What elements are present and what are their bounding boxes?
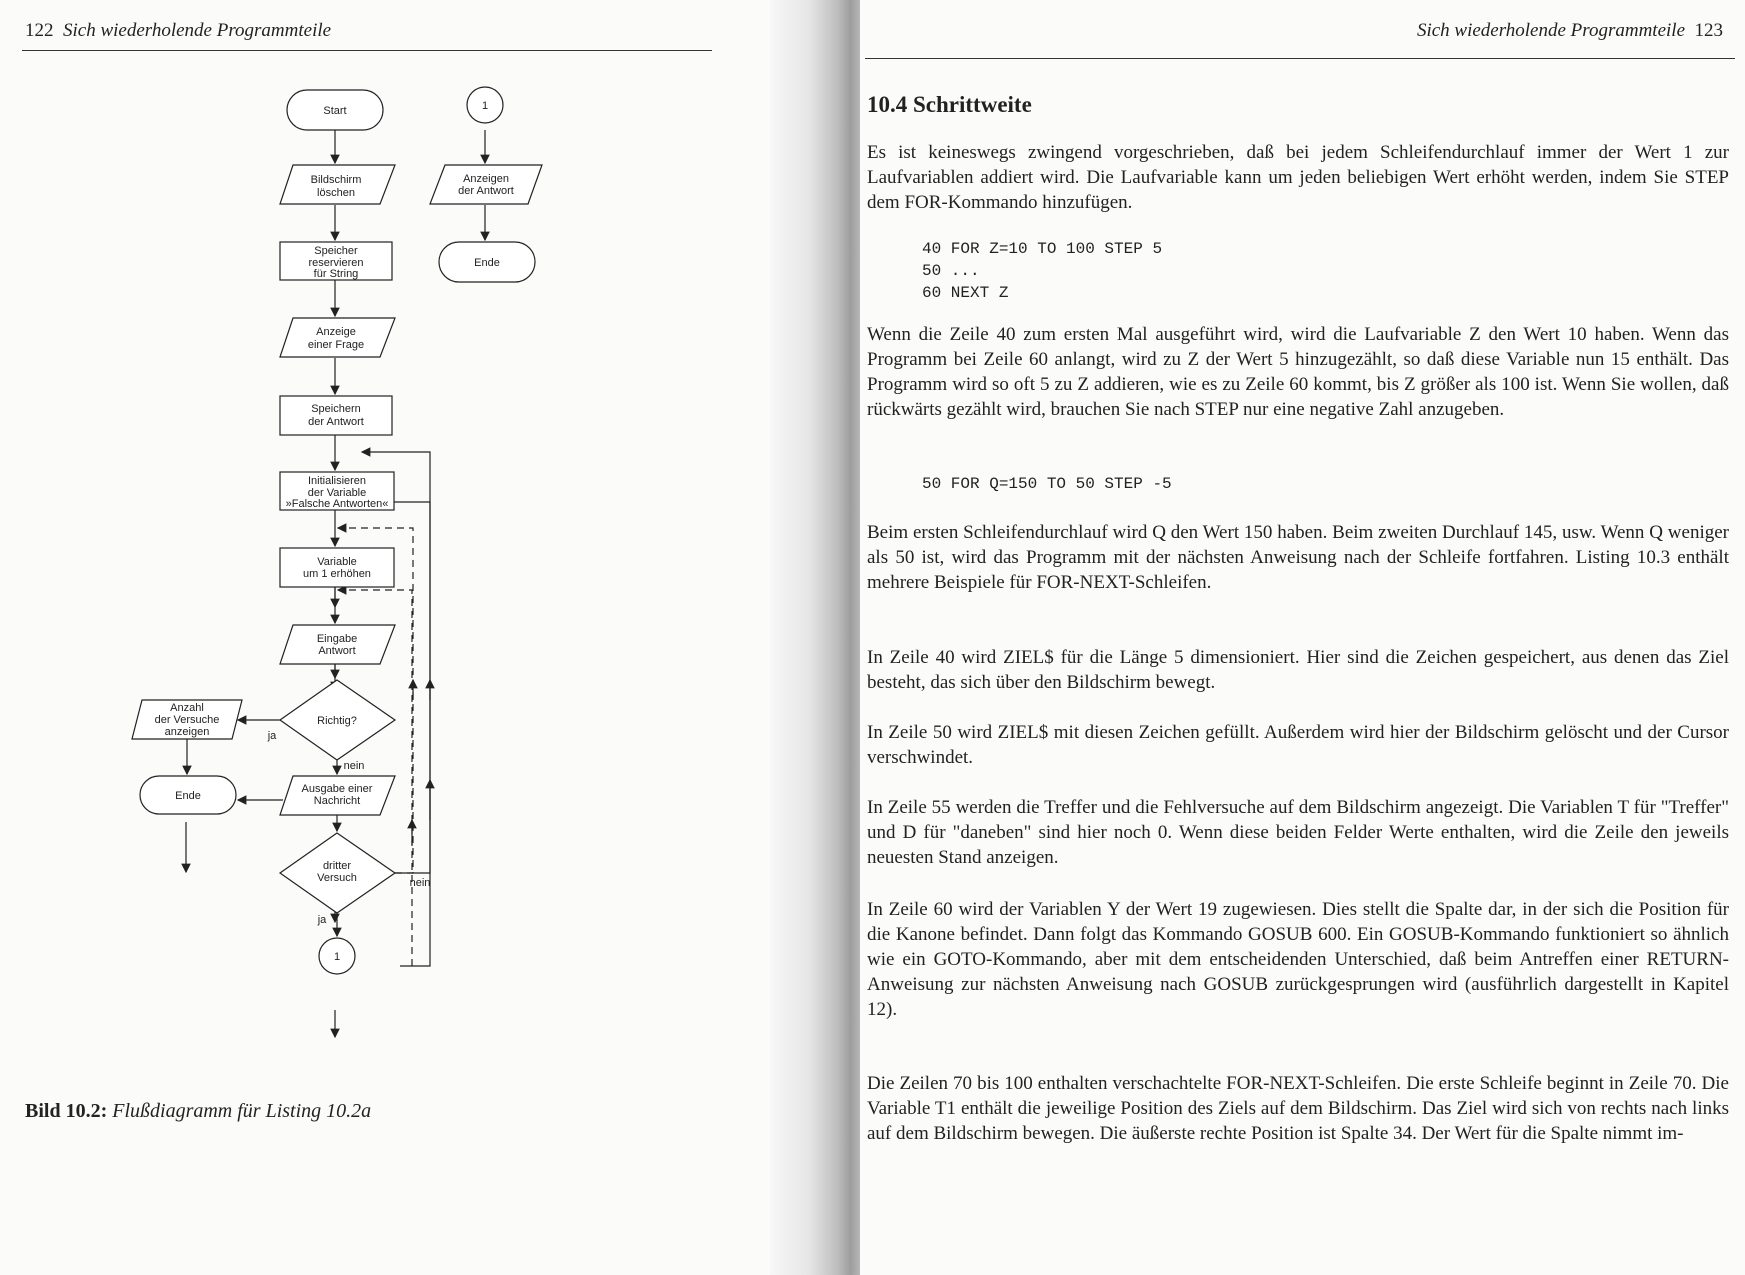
caption-text: Flußdiagramm für Listing 10.2a bbox=[112, 1100, 372, 1122]
left-page bbox=[0, 0, 800, 1275]
init-variable-line3: »Falsche Antworten« bbox=[285, 498, 389, 510]
input-answer-line1: Eingabe bbox=[316, 633, 358, 645]
left-page-number: 122 bbox=[25, 20, 54, 41]
end-left-label: Ende bbox=[175, 790, 201, 802]
paragraph-8: Die Zeilen 70 bis 100 enthalten verschachtelte FOR-NEXT-Schleifen. Die erste Schleife beginnt in Zeile 70. Die Variable T1 enthält die jeweilige Position des Ziels auf dem Bildschirm. Das Ziel wird sich von rechts nach links auf dem Bildschirm bewegen. Die äußerste rechte Position ist Spalte 34. Der Wert für die Spalte nimmt im- bbox=[867, 1073, 1729, 1144]
reserve-memory-line1: Speicher bbox=[314, 245, 358, 257]
clear-screen-line1: Bildschirm bbox=[310, 174, 362, 186]
right-running-head bbox=[1417, 20, 1723, 42]
paragraph-1: Es ist keineswegs zwingend vorgeschrieben, daß bei jedem Schleifendurchlauf immer der Wert 1 zur Laufvariablen addiert wird. Die Laufvariable kann um jeden beliebigen Wert erhöht werden, indem Sie STEP dem FOR-Kommando hinzufügen. bbox=[867, 142, 1729, 213]
output-message-line1: Ausgabe einer bbox=[301, 783, 373, 795]
clear-screen-line2: löschen bbox=[317, 187, 355, 199]
connector-bottom-label: 1 bbox=[333, 951, 341, 963]
decision-third-line2: Versuch bbox=[317, 872, 357, 884]
right-running-title: Sich wiederholende Programmteile bbox=[1416, 20, 1685, 41]
store-answer-line1: Speichern bbox=[311, 403, 361, 415]
init-variable-line1: Initialisieren bbox=[307, 475, 367, 487]
code-line: 50 ... bbox=[922, 262, 980, 280]
yes-label-third: ja bbox=[317, 914, 327, 926]
start-label: Start bbox=[323, 105, 347, 117]
show-answer-line2: der Antwort bbox=[458, 185, 514, 197]
left-running-head bbox=[25, 20, 331, 42]
reserve-memory-line3: für String bbox=[313, 268, 359, 280]
code-listing-2 bbox=[922, 473, 1172, 495]
show-attempts-line3: anzeigen bbox=[164, 726, 210, 738]
caption-label: Bild 10.2: bbox=[25, 1100, 108, 1122]
left-header-rule bbox=[22, 50, 712, 51]
code-line: 40 FOR Z=10 TO 100 STEP 5 bbox=[922, 240, 1163, 258]
paragraph-2: Wenn die Zeile 40 zum ersten Mal ausgeführt wird, wird die Laufvariable Z den Wert 10 haben. Wenn das Programm bei Zeile 60 anlangt, wird zu Z der Wert 5 hinzugezählt, so daß diese Variable nun 15 enthält. Das Programm wird so oft 5 zu Z addieren, wie es zu Zeile 60 kommt, bis Z größer als 100 ist. Wenn Sie wollen, daß rückwärts gezählt wird, brauchen Sie nach STEP nur eine negative Zahl anzugeben. bbox=[867, 324, 1729, 420]
code-listing-1 bbox=[922, 238, 1162, 304]
store-answer-line2: der Antwort bbox=[308, 416, 364, 428]
show-attempts-line1: Anzahl bbox=[170, 702, 204, 714]
no-label-correct: nein bbox=[343, 760, 365, 772]
decision-third-line1: dritter bbox=[322, 860, 352, 872]
flowchart bbox=[130, 80, 550, 1090]
right-header-rule bbox=[865, 58, 1735, 59]
show-question-line2: einer Frage bbox=[307, 339, 365, 351]
paragraph-4: In Zeile 40 wird ZIEL$ für die Länge 5 dimensioniert. Hier sind die Zeichen gespeichert, aus denen das Ziel besteht, das sich über den Bildschirm bewegt. bbox=[867, 647, 1729, 693]
code-line: 60 NEXT Z bbox=[922, 284, 1009, 302]
show-answer-line1: Anzeigen bbox=[463, 173, 509, 185]
show-attempts-line2: der Versuche bbox=[154, 714, 220, 726]
right-page-number: 123 bbox=[1694, 20, 1723, 41]
increment-variable-line1: Variable bbox=[317, 556, 357, 568]
paragraph-6: In Zeile 55 werden die Treffer und die Fehlversuche auf dem Bildschirm angezeigt. Die Variablen T für "Treffer" und D für "daneben" sind hier noch 0. Wenn diese beiden Felder Werte enthalten, wird die Zeile den jeweils neuesten Stand anzeigen. bbox=[867, 797, 1729, 868]
show-question-line1: Anzeige bbox=[316, 326, 356, 338]
decision-correct-label: Richtig? bbox=[317, 715, 357, 727]
end-right-label: Ende bbox=[474, 257, 500, 269]
output-message-line2: Nachricht bbox=[313, 795, 361, 807]
increment-variable-line2: um 1 erhöhen bbox=[303, 568, 371, 580]
reserve-memory-line2: reservieren bbox=[308, 257, 364, 269]
input-answer-line2: Antwort bbox=[318, 645, 356, 657]
paragraph-5: In Zeile 50 wird ZIEL$ mit diesen Zeichen gefüllt. Außerdem wird hier der Bildschirm gelöscht und der Cursor verschwindet. bbox=[867, 722, 1729, 768]
no-label-third: nein bbox=[409, 877, 431, 889]
code-line: 50 FOR Q=150 TO 50 STEP -5 bbox=[922, 475, 1172, 493]
yes-label-correct: ja bbox=[267, 730, 277, 742]
right-page bbox=[860, 0, 1745, 1275]
init-variable-line2: der Variable bbox=[307, 487, 367, 499]
figure-caption bbox=[25, 1100, 371, 1123]
paragraph-3: Beim ersten Schleifendurchlauf wird Q den Wert 150 haben. Beim zweiten Durchlauf 145, usw. Wenn Q weniger als 50 ist, wird das Programm mit der nächsten Anweisung nach der Schleife fortfahren. Listing 10.3 enthält mehrere Beispiele für FOR-NEXT-Schleifen. bbox=[867, 522, 1729, 593]
left-running-title: Sich wiederholende Programmteile bbox=[63, 20, 332, 41]
connector-top-label: 1 bbox=[481, 100, 489, 112]
paragraph-7: In Zeile 60 wird der Variablen Y der Wert 19 zugewiesen. Dies stellt die Spalte dar, in der sich die Position für die Kanone befindet. Dann folgt das Kommando GOSUB 600. Ein GOSUB-Kommando funktioniert so ähnlich wie ein GOTO-Kommando, aber mit dem entscheidenden Unterschied, daß beim Antreffen einer RETURN-Anweisung zur nächsten Anweisung nach GOSUB zurückgesprungen wird (ausführlich dargestellt in Kapitel 12). bbox=[867, 899, 1729, 1020]
section-title: 10.4 Schrittweite bbox=[867, 92, 1032, 117]
